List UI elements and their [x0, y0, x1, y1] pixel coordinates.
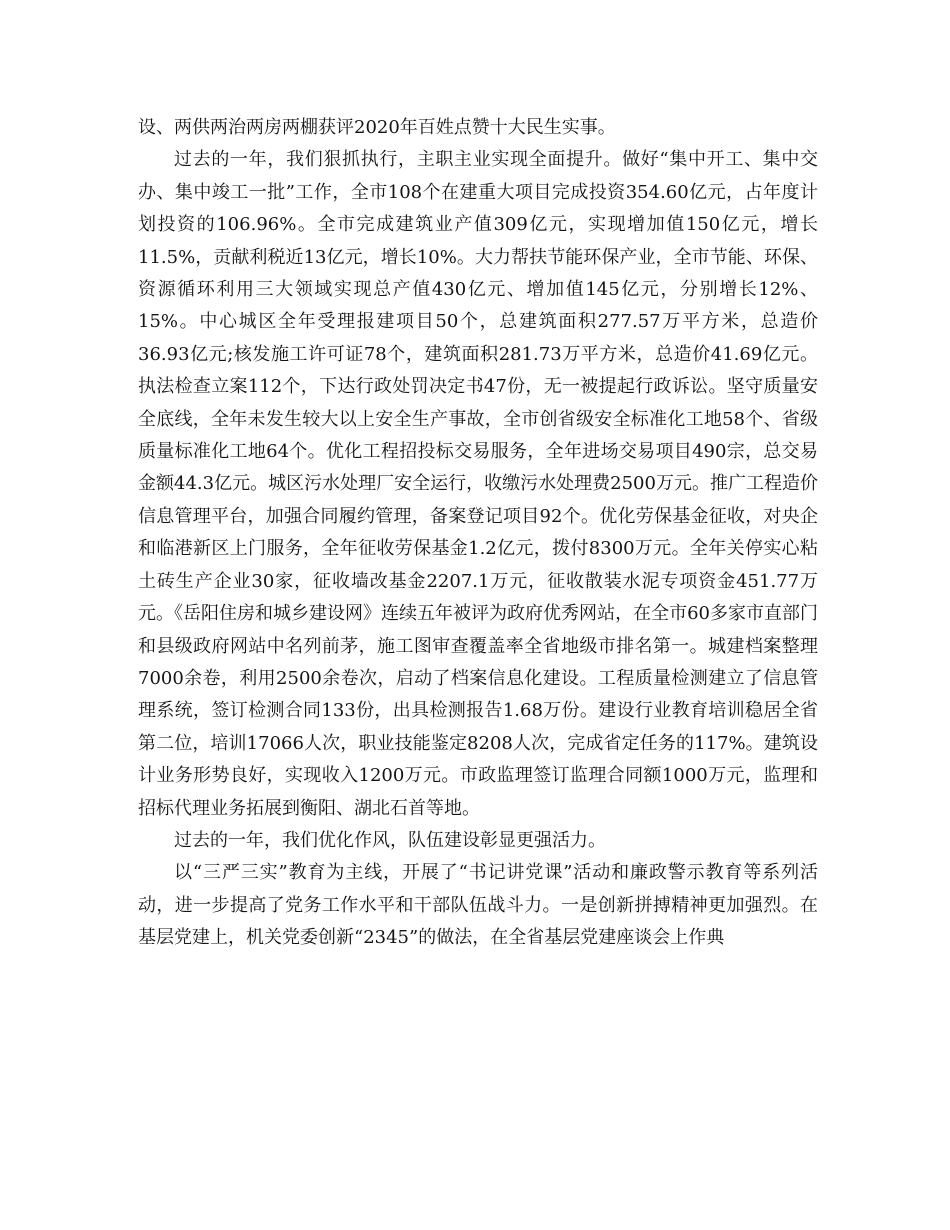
paragraph-achievements: 过去的一年，我们狠抓执行，主职主业实现全面提升。做好“集中开工、集中交办、集中竣工一批”工作，全市108个在建重大项目完成投资354.60亿元，占年度计划投资的106.96%。全市完成建筑业产值309亿元，实现增加值150亿元，增长11.5%，贡献利税近13亿元，增长10%。大力帮扶节能环保产业，全市节能、环保、资源循环利用三大领域实现总产值430亿元、增加值145亿元，分别增长12%、15%。中心城区全年受理报建项目50个，总建筑面积277.57万平方米，总造价36.93亿元;核发施工许可证78个，建筑面积281.73万平方米，总造价41.69亿元。执法检查立案112个，下达行政处罚决定书47份，无一被提起行政诉讼。坚守质量安全底线，全年未发生较大以上安全生产事故，全市创省级安全标准化工地58个、省级质量标准化工地64个。优化工程招投标交易服务，全年进场交易项目490宗，总交易金额44.3亿元。城区污水处理厂安全运行，收缴污水处理费2500万元。推广工程造价信息管理平台，加强合同履约管理，备案登记项目92个。优化劳保基金征收，对央企和临港新区上门服务，全年征收劳保基金1.2亿元，拨付8300万元。全年关停实心粘土砖生产企业30家，征收墙改基金2207.1万元，征收散装水泥专项资金451.77万元。《岳阳住房和城乡建设网》连续五年被评为政府优秀网站，在全市60多家市直部门和县级政府网站中名列前茅，施工图审查覆盖率全省地级市排名第一。城建档案整理7000余卷，利用2500余卷次，启动了档案信息化建设。工程质量检测建立了信息管理系统，签订检测合同133份，出具检测报告1.68万份。建设行业教育培训稳居全省第二位，培训17066人次，职业技能鉴定8208人次，完成省定任务的117%。建筑设计业务形势良好，实现收入1200万元。市政监理签订监理合同额1000万元，监理和招标代理业务拓展到衡阳、湖北石首等地。: [138, 149, 818, 819]
document-body: [138, 112, 818, 955]
paragraph-continuation: 设、两供两治两房两棚获评2020年百姓点赞十大民生实事。: [138, 117, 616, 138]
paragraph-style-heading: 过去的一年，我们优化作风，队伍建设彰显更强活力。: [174, 829, 606, 851]
paragraph-party-building: 以“三严三实”教育为主线，开展了“书记讲党课”活动和廉政警示教育等系列活动，进一步提高了党务工作水平和干部队伍战斗力。一是创新拼搏精神更加强烈。在基层党建上，机关党委创新“2345”的做法，在全省基层党建座谈会上作典: [138, 862, 818, 949]
